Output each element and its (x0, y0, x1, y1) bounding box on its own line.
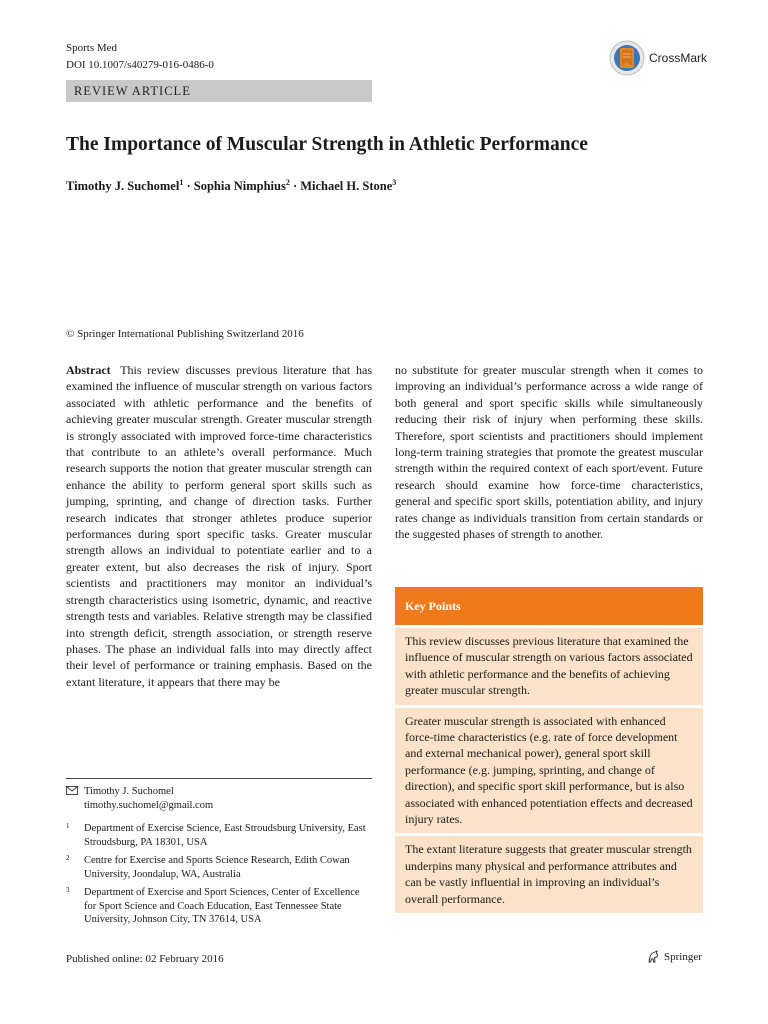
key-points-box (395, 587, 703, 913)
author-affiliation-mark: 1 (179, 178, 184, 187)
abstract-text: This review discusses previous literature that has examined the influence of muscular strength on various factors associated with athletic performance and the benefits of achieving greater muscular strength. Greater muscular strength is strongly associated with improved force-time characteristics that contribute to an athlete’s overall performance. Much research supports the notion that greater muscular strength can enhance the ability to perform general sport skills such as jumping, sprinting, and change of direction tasks. Further research indicates that stronger athletes produce superior performances during sport specific tasks. Greater muscular strength allows an individual to potentiate earlier and to a greater extent, but also decreases the risk of injury. Sport scientists and practitioners may monitor an individual’s strength characteristics using isometric, dynamic, and reactive strength tests and variables. Relative strength may be classified into strength deficit, strength association, or strength reserve phases. The phase an individual falls into may directly affect their level of performance or training emphasis. Based on the extant literature, it appears that there may be (66, 363, 372, 689)
key-point-item: The extant literature suggests that greater muscular strength underpins many physical and performance attributes and can be vastly influential in improving an individual’s overall performance. (395, 836, 703, 913)
affiliation-3 (66, 886, 372, 927)
publisher-name: Springer (664, 951, 702, 963)
affiliation-number: 3 (66, 886, 70, 894)
abstract-left-column (66, 362, 372, 690)
abstract-label: Abstract (66, 363, 111, 377)
article-title: The Importance of Muscular Strength in Athletic Performance (66, 134, 588, 155)
abstract-right-column: no substitute for greater muscular strength when it comes to improving an individual’s performance across a wide range of both general and sport specific skills while simultaneously reducing their risk of injury when performing these skills. Therefore, sport scientists and practitioners should implement long-term training strategies that promote the greatest muscular strength within the required context of each sport/event. Future research should examine how force-time characteristics, general and specific sport skills, potentiation ability, and injury rates change as individuals transition from certain standards or the suggested phases of strength to another. (395, 363, 703, 542)
affiliation-number: 2 (66, 854, 70, 862)
key-points-heading: Key Points (395, 587, 703, 625)
author-name[interactable]: Sophia Nimphius (193, 179, 286, 194)
publication-date: Published online: 02 February 2016 (66, 953, 224, 965)
author-list (66, 178, 396, 194)
springer-horse-icon (646, 950, 660, 964)
crossmark-label: CrossMark (649, 51, 708, 65)
affiliation-2 (66, 854, 372, 881)
copyright-notice: © Springer International Publishing Switzerland 2016 (66, 328, 304, 340)
publisher-logo (646, 950, 702, 964)
affiliation-text: Department of Exercise and Sport Sciences, Center of Excellence for Sport Science and Coach Education, East Tennessee State University, Johnson City, TN 37614, USA (84, 887, 360, 925)
journal-info (66, 40, 214, 74)
corresponding-email[interactable]: timothy.suchomel@gmail.com (84, 799, 214, 811)
key-point-item: This review discusses previous literature that examined the influence of muscular strength on various factors associated with athletic performance and the benefits of achieving greater muscular strength. (395, 628, 703, 705)
affiliation-text: Department of Exercise Science, East Stroudsburg University, East Stroudsburg, PA 18301, USA (84, 823, 366, 848)
crossmark-icon (609, 40, 645, 76)
author-name[interactable]: Timothy J. Suchomel (66, 179, 180, 194)
correspondence (66, 785, 213, 812)
author-name[interactable]: Michael H. Stone (300, 179, 393, 194)
author-affiliation-mark: 2 (285, 178, 290, 187)
crossmark-badge[interactable] (609, 38, 709, 78)
key-point-item: Greater muscular strength is associated with enhanced force-time characteristics (e.g. rate of force development and external mechanical power), general sport skill performance (e.g. jumping, sprinting, and change of direction), and specific sport skill performance, but is also associated with enhanced potentiation effects and decreased injury rates. (395, 708, 703, 834)
author-separator: · (289, 179, 301, 194)
author-affiliation-mark: 3 (392, 178, 397, 187)
footnote-divider (66, 778, 372, 779)
journal-name: Sports Med (66, 42, 118, 54)
affiliation-number: 1 (66, 822, 70, 830)
article-type-banner: REVIEW ARTICLE (66, 80, 372, 102)
corresponding-author: Timothy J. Suchomel (84, 786, 174, 797)
envelope-icon (66, 786, 78, 795)
affiliation-1 (66, 822, 372, 849)
affiliation-text: Centre for Exercise and Sports Science Research, Edith Cowan University, Joondalup, WA, Australia (84, 855, 350, 880)
doi[interactable]: DOI 10.1007/s40279-016-0486-0 (66, 59, 214, 71)
author-separator: · (183, 179, 194, 194)
